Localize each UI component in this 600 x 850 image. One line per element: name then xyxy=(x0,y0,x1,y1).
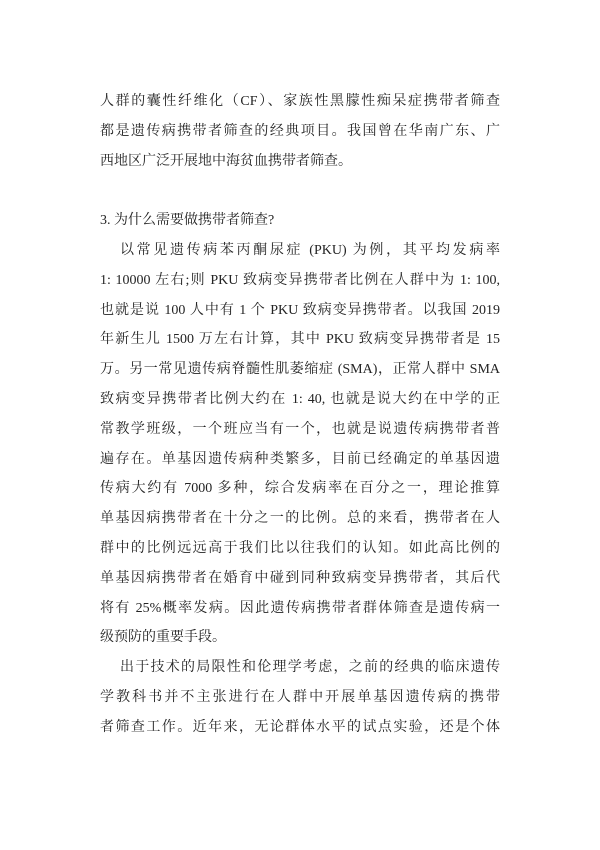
text-line: 级预防的重要手段。 xyxy=(100,630,226,646)
text-line: 将有 25%概率发病。因此遗传病携带者群体筛查是遗传病一 xyxy=(100,600,500,616)
text-line: 出于技术的局限性和伦理学考虑，之前的经典的临床遗传 xyxy=(120,660,500,676)
text-line: 也就是说 100 人中有 1 个 PKU 致病变异携带者。以我国 2019 xyxy=(100,302,500,318)
text-line: 年新生儿 1500 万左右计算，其中 PKU 致病变异携带者是 15 xyxy=(100,332,500,348)
section-heading xyxy=(100,206,500,236)
paragraph xyxy=(100,87,500,176)
text-line: 都是遗传病携带者筛查的经典项目。我国曾在华南广东、广 xyxy=(100,123,500,139)
text-line: 单基因病携带者在十分之一的比例。总的来看，携带者在人 xyxy=(100,511,500,527)
text-line: 1: 10000 左右;则 PKU 致病变异携带者比例在人群中为 1: 100, xyxy=(100,272,500,288)
text-line: 以常见遗传病苯丙酮尿症 (PKU) 为例，其平均发病率 xyxy=(120,242,500,258)
heading-line: 3. 为什么需要做携带者筛查? xyxy=(100,213,275,229)
text-line: 常教学班级，一个班应当有一个，也就是说遗传病携带者普 xyxy=(100,421,500,437)
text-line: 群中的比例远远高于我们比以往我们的认知。如此高比例的 xyxy=(100,540,500,556)
text-line: 学教科书并不主张进行在人群中开展单基因遗传病的携带 xyxy=(100,689,500,705)
text-line: 遍存在。单基因遗传病种类繁多，目前已经确定的单基因遗 xyxy=(100,451,500,467)
text-line: 万。另一常见遗传病脊髓性肌萎缩症 (SMA)，正常人群中 SMA xyxy=(100,362,500,378)
text-line: 西地区广泛开展地中海贫血携带者筛查。 xyxy=(100,153,352,169)
paragraph xyxy=(100,653,500,742)
text-line: 传病大约有 7000 多种，综合发病率在百分之一，理论推算 xyxy=(100,481,500,497)
text-column xyxy=(100,87,500,743)
text-line: 单基因病携带者在婚育中碰到同种致病变异携带者，其后代 xyxy=(100,570,500,586)
paragraph xyxy=(100,236,500,653)
text-line: 致病变异携带者比例大约在 1: 40, 也就是说大约在中学的正 xyxy=(100,391,500,407)
text-line: 者筛查工作。近年来，无论群体水平的试点实验，还是个体 xyxy=(100,719,500,735)
blank-line xyxy=(100,176,500,206)
text-line: 人群的囊性纤维化（CF）、家族性黑朦性痴呆症携带者筛查 xyxy=(100,94,500,109)
